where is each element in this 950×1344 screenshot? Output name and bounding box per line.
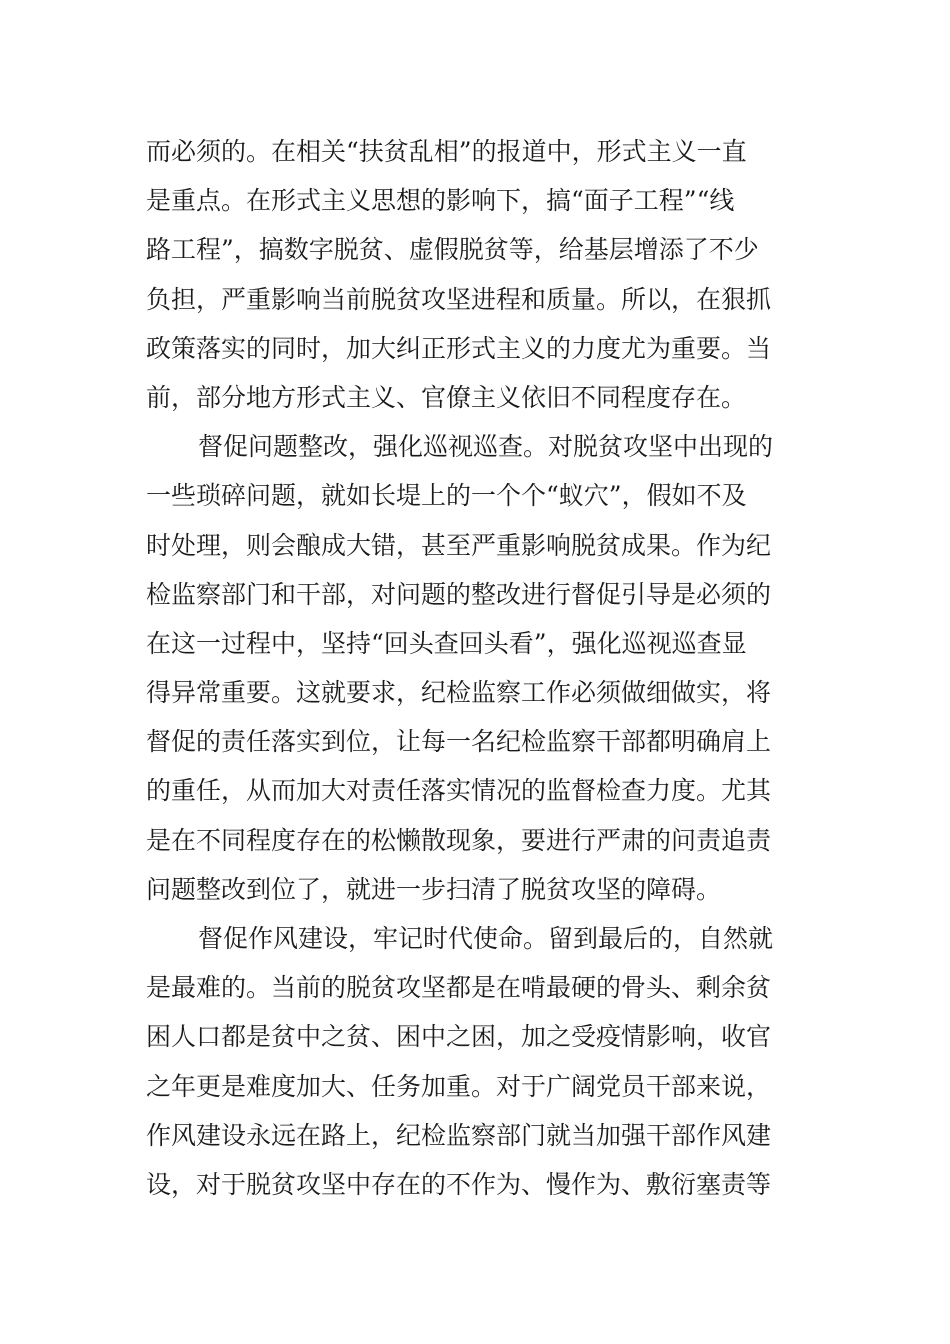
text-line: 政策落实的同时，加大纠正形式主义的力度尤为重要。当 — [146, 333, 772, 363]
text-line: 一些琐碎问题，就如长堤上的一个个“蚁穴”，假如不及 — [146, 481, 747, 511]
body-text — [146, 127, 826, 1209]
text-line: 作风建设永远在路上，纪检监察部门就当加强干部作风建 — [146, 1120, 772, 1150]
text-line: 得异常重要。这就要求，纪检监察工作必须做细做实，将 — [146, 678, 772, 708]
text-line: 检监察部门和干部，对问题的整改进行督促引导是必须的 — [146, 579, 772, 609]
text-line: 前，部分地方形式主义、官僚主义依旧不同程度存在。 — [146, 382, 747, 412]
text-line: 设，对于脱贫攻坚中存在的不作为、慢作为、敷衍塞责等 — [146, 1169, 772, 1199]
text-line: 在这一过程中，坚持“回头查回头看”，强化巡视巡查显 — [146, 628, 747, 658]
text-line: 是重点。在形式主义思想的影响下，搞“面子工程”“线 — [146, 186, 735, 216]
text-line: 之年更是难度加大、任务加重。对于广阔党员干部来说， — [146, 1071, 772, 1101]
text-line: 督促的责任落实到位，让每一名纪检监察干部都明确肩上 — [146, 727, 772, 757]
text-line: 时处理，则会酿成大错，甚至严重影响脱贫成果。作为纪 — [146, 530, 772, 560]
text-line: 督促作风建设，牢记时代使命。留到最后的，自然就 — [198, 924, 774, 953]
text-line: 是最难的。当前的脱贫攻坚都是在啃最硬的骨头、剩余贫 — [146, 973, 772, 1003]
text-line: 的重任，从而加大对责任落实情况的监督检查力度。尤其 — [146, 776, 772, 806]
text-line: 督促问题整改，强化巡视巡查。对脱贫攻坚中出现的 — [198, 432, 774, 462]
text-line: 路工程”，搞数字脱贫、虚假脱贫等，给基层增添了不少 — [146, 235, 759, 265]
text-line: 是在不同程度存在的松懒散现象，要进行严肃的问责追责 — [146, 825, 772, 855]
text-line: 负担，严重影响当前脱贫攻坚进程和质量。所以，在狠抓 — [146, 284, 772, 314]
text-line: 困人口都是贫中之贫、困中之困，加之受疫情影响，收官 — [146, 1022, 772, 1052]
text-line: 而必须的。在相关“扶贫乱相”的报道中，形式主义一直 — [146, 137, 747, 166]
text-line: 问题整改到位了，就进一步扫清了脱贫攻坚的障碍。 — [146, 874, 722, 904]
